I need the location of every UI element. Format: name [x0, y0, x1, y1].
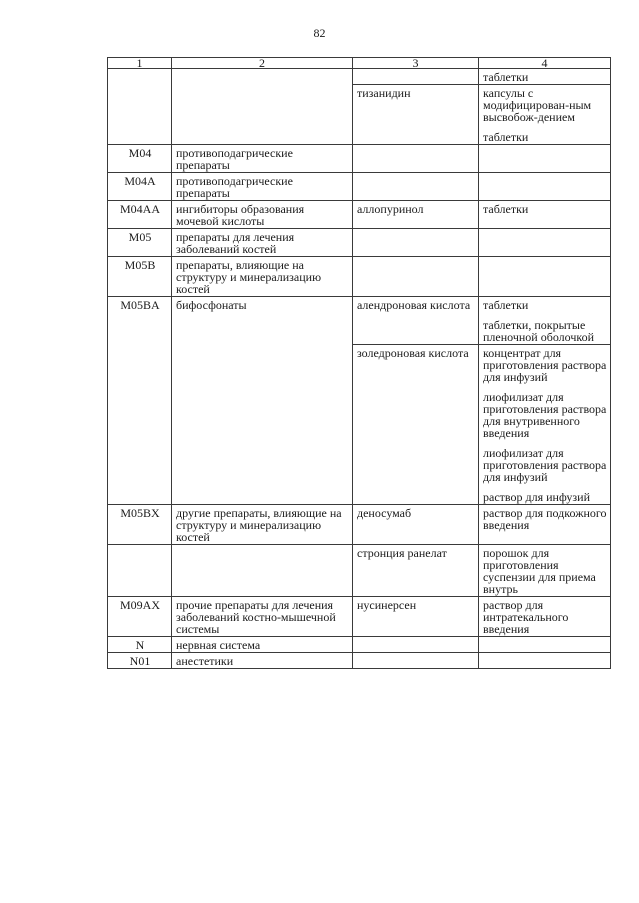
form-cell	[479, 597, 611, 637]
drug-cell	[353, 69, 479, 145]
group-name: анестетики	[172, 653, 353, 669]
dosage-form	[479, 229, 610, 232]
dosage-form-group	[479, 257, 610, 260]
dosage-form: таблетки	[483, 298, 529, 312]
drug-name: золедроновая кислота	[353, 344, 478, 504]
drug-cell	[353, 653, 479, 669]
form-cell	[479, 653, 611, 669]
table-row	[108, 637, 611, 653]
dosage-form: лиофилизат для приготовления раствора для инфузий	[483, 446, 607, 484]
drug-name: нусинерсен	[357, 598, 417, 612]
dosage-form: раствор для интратекального введения	[483, 598, 569, 636]
table-row	[108, 505, 611, 545]
form-cell	[479, 69, 611, 145]
atc-code: N01	[108, 653, 172, 669]
group-name: прочие препараты для лечения заболеваний костно-мышечной системы	[172, 597, 353, 637]
atc-code: M05	[108, 229, 172, 257]
drug-name	[353, 69, 478, 84]
dosage-form	[479, 257, 610, 260]
dosage-form-group	[479, 84, 610, 144]
form-cell	[479, 505, 611, 545]
drug-name	[353, 145, 478, 148]
atc-code: M04AA	[108, 201, 172, 229]
page-number: 82	[313, 26, 326, 40]
group-name: ингибиторы образования мочевой кислоты	[172, 201, 353, 229]
dosage-form-group	[479, 344, 610, 504]
drug-name	[353, 173, 478, 176]
drug-name	[353, 653, 478, 656]
drug-cell	[353, 229, 479, 257]
group-name	[172, 69, 353, 145]
table-row	[108, 173, 611, 201]
form-cell	[479, 297, 611, 505]
dosage-form	[479, 145, 610, 148]
dosage-form: порошок для приготовления суспензии для приема внутрь	[483, 546, 596, 596]
dosage-form-group	[479, 297, 610, 344]
group-name: противоподагрические препараты	[172, 173, 353, 201]
drug-table	[107, 57, 611, 669]
dosage-form	[479, 173, 610, 176]
table-row	[108, 145, 611, 173]
atc-code: M09AX	[108, 597, 172, 637]
dosage-form-group	[479, 545, 610, 596]
dosage-form: таблетки, покрытые пленочной оболочкой	[483, 318, 595, 344]
atc-code: N	[108, 637, 172, 653]
drug-cell	[353, 597, 479, 637]
column-header: 1	[108, 58, 172, 69]
drug-cell	[353, 545, 479, 597]
group-name: бифосфонаты	[172, 297, 353, 505]
atc-code	[108, 69, 172, 145]
dosage-form-group	[479, 173, 610, 176]
column-header: 3	[353, 58, 479, 69]
table-row	[108, 297, 611, 505]
column-header: 2	[172, 58, 353, 69]
atc-code: M04	[108, 145, 172, 173]
drug-name: стронция ранелат	[357, 546, 447, 560]
drug-name: тизанидин	[353, 84, 478, 144]
dosage-form: таблетки	[483, 70, 529, 84]
dosage-form: таблетки	[483, 130, 529, 144]
drug-name	[353, 229, 478, 232]
drug-cell	[353, 145, 479, 173]
dosage-form	[479, 637, 610, 640]
drug-name: аллопуринол	[357, 202, 424, 216]
atc-code: M04A	[108, 173, 172, 201]
drug-name: алендроновая кислота	[357, 298, 471, 312]
dosage-form: раствор для подкожного введения	[483, 506, 607, 532]
drug-cell	[353, 173, 479, 201]
table-row	[108, 257, 611, 297]
dosage-form-group	[479, 637, 610, 640]
drug-name: деносумаб	[357, 506, 412, 520]
dosage-form-group	[479, 145, 610, 148]
atc-code: M05BX	[108, 505, 172, 545]
dosage-form: капсулы с модифицирован-ным высвобож-дением	[483, 86, 592, 124]
form-cell	[479, 201, 611, 229]
dosage-form-group	[479, 505, 610, 532]
drug-cell	[353, 297, 479, 505]
group-name: нервная система	[172, 637, 353, 653]
dosage-form-group	[479, 229, 610, 232]
form-cell	[479, 145, 611, 173]
drug-name	[353, 637, 478, 640]
form-cell	[479, 545, 611, 597]
drug-cell	[353, 201, 479, 229]
form-cell	[479, 229, 611, 257]
table-row	[108, 229, 611, 257]
dosage-form-group	[479, 653, 610, 656]
dosage-form: лиофилизат для приготовления раствора для внутривенного введения	[483, 390, 607, 440]
dosage-form-group	[479, 201, 610, 216]
table-row	[108, 653, 611, 669]
dosage-form	[479, 653, 610, 656]
drug-cell	[353, 505, 479, 545]
group-name: препараты для лечения заболеваний костей	[172, 229, 353, 257]
table-row	[108, 545, 611, 597]
atc-code	[108, 545, 172, 597]
atc-code: M05BA	[108, 297, 172, 505]
group-name: препараты, влияющие на структуру и минерализацию костей	[172, 257, 353, 297]
dosage-form: концентрат для приготовления раствора для инфузий	[483, 346, 607, 384]
dosage-form-group	[479, 69, 610, 84]
header-row	[108, 58, 611, 69]
form-cell	[479, 173, 611, 201]
table-row	[108, 201, 611, 229]
dosage-form: таблетки	[483, 202, 529, 216]
dosage-form-group	[479, 597, 610, 636]
table-row	[108, 597, 611, 637]
atc-code: M05B	[108, 257, 172, 297]
drug-cell	[353, 257, 479, 297]
group-name: противоподагрические препараты	[172, 145, 353, 173]
drug-cell	[353, 637, 479, 653]
form-cell	[479, 637, 611, 653]
dosage-form: раствор для инфузий	[483, 490, 590, 504]
group-name	[172, 545, 353, 597]
column-header: 4	[479, 58, 611, 69]
drug-name	[353, 257, 478, 260]
table-row	[108, 69, 611, 145]
group-name: другие препараты, влияющие на структуру и минерализацию костей	[172, 505, 353, 545]
form-cell	[479, 257, 611, 297]
